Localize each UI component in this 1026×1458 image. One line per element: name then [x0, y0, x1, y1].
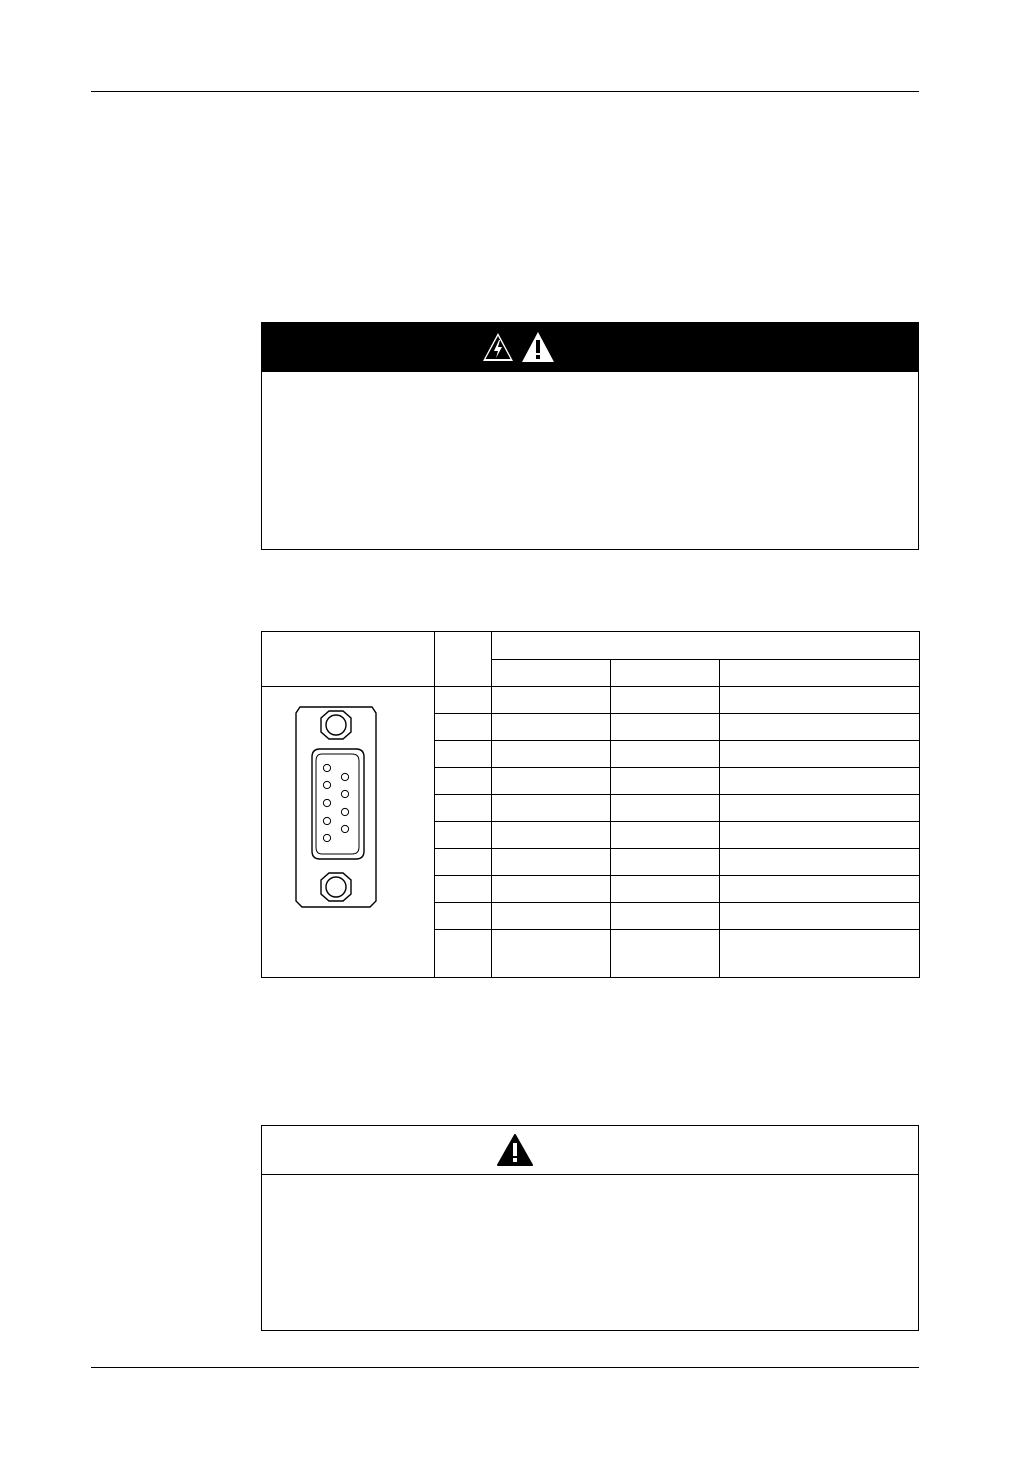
table-cell: [720, 795, 920, 822]
pinout-table: [261, 631, 920, 978]
connector-diagram-cell: [262, 687, 435, 978]
table-cell: [611, 687, 720, 714]
table-cell: [492, 903, 611, 930]
danger-header: [262, 323, 918, 372]
pin-cell: [435, 687, 492, 714]
table-cell: [492, 849, 611, 876]
table-cell: [492, 687, 611, 714]
header-cell: [492, 632, 920, 660]
table-cell: [720, 876, 920, 903]
table-cell: [611, 903, 720, 930]
table-cell: [492, 876, 611, 903]
table-cell: [492, 741, 611, 768]
table-cell: [611, 849, 720, 876]
header-rule: [91, 91, 919, 92]
table-cell: [720, 714, 920, 741]
danger-icons: [481, 330, 556, 369]
table-cell: [720, 768, 920, 795]
warning-triangle-icon: [497, 1134, 533, 1171]
pin-cell: [435, 741, 492, 768]
table-cell: [720, 849, 920, 876]
pin-cell: [435, 876, 492, 903]
table-cell: [720, 687, 920, 714]
table-cell: [492, 714, 611, 741]
pin-cell: [435, 714, 492, 741]
table-cell: [720, 822, 920, 849]
header-cell: [262, 632, 435, 687]
table-cell: [720, 741, 920, 768]
pin-cell: [435, 849, 492, 876]
table-cell: [492, 822, 611, 849]
subheader-cell: [720, 660, 920, 687]
subheader-cell: [492, 660, 611, 687]
warning-header: [262, 1126, 918, 1175]
pin-cell: [435, 930, 492, 978]
table-row: [262, 687, 920, 714]
table-cell: [492, 795, 611, 822]
table-cell: [611, 795, 720, 822]
warning-triangle-icon: [520, 330, 556, 369]
warning-safety-message: [261, 1125, 919, 1331]
footer-rule: [91, 1367, 919, 1368]
table-header-row: [262, 632, 920, 660]
table-cell: [611, 741, 720, 768]
table-cell: [611, 768, 720, 795]
header-cell: [435, 632, 492, 687]
pin-cell: [435, 822, 492, 849]
table-cell: [611, 876, 720, 903]
subheader-cell: [611, 660, 720, 687]
danger-safety-message: [261, 322, 919, 550]
table-cell: [720, 903, 920, 930]
pin-cell: [435, 795, 492, 822]
table-cell: [611, 714, 720, 741]
electric-shock-icon: [481, 330, 515, 369]
table-cell: [611, 930, 720, 978]
pin-cell: [435, 768, 492, 795]
warning-icons: [497, 1134, 533, 1171]
table-cell: [611, 822, 720, 849]
connector-pinout-table: [261, 631, 919, 988]
table-cell: [492, 768, 611, 795]
pin-cell: [435, 903, 492, 930]
table-cell: [492, 930, 611, 978]
db9-connector-icon: [294, 705, 378, 909]
table-cell: [720, 930, 920, 978]
